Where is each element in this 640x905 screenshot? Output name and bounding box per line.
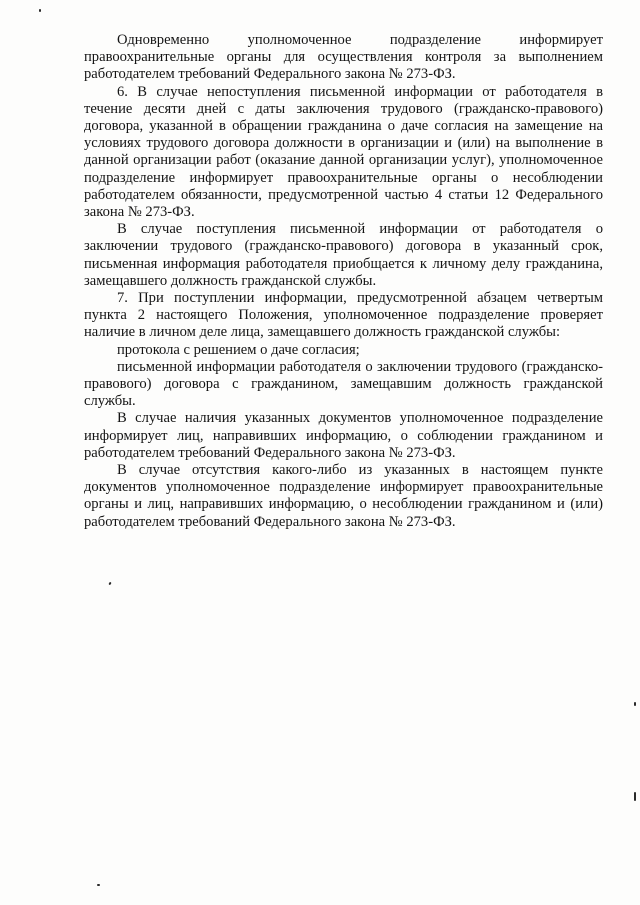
- paragraph-control-notice: Одновременно уполномоченное подразделение информирует правоохранительные органы для осуществления контроля за выполнением работодателем требований Федерального закона № 273-ФЗ.: [84, 32, 603, 83]
- scan-speck-top: [39, 9, 41, 12]
- document-body: [84, 32, 603, 531]
- paragraph-item-6: 6. В случае непоступления письменной информации от работодателя в течение десяти дней с даты заключения трудового (гражданско-правового) договора, указанной в обращении гражданина о даче согласия на замещение на условиях трудового договора должности в организации и (или) на выполнение в данной организации работ (оказание данной организации услуг), уполномоченное подразделение информирует правоохранительные органы о несоблюдении работодателем обязанности, предусмотренной частью 4 статьи 12 Федерального закона № 273-ФЗ.: [84, 83, 603, 221]
- paragraph-info-received: В случае поступления письменной информации от работодателя о заключении трудового (гражданско-правового) договора в указанный срок, письменная информация работодателя приобщается к личному делу гражданина, замещавшего должность гражданской службы.: [84, 221, 603, 289]
- scan-speck-bottom: [97, 884, 100, 886]
- paragraph-written-info: письменной информации работодателя о заключении трудового (гражданско-правового) договора с гражданином, замещавшим должность гражданской службы.: [84, 358, 603, 410]
- paragraph-documents-present: В случае наличия указанных документов уполномоченное подразделение информирует лиц, направивших информацию, о соблюдении гражданином и работодателем требований Федерального закона № 273-ФЗ.: [84, 410, 603, 461]
- scan-speck-left: [108, 582, 111, 586]
- paragraph-protocol: протокола с решением о даче согласия;: [117, 341, 360, 358]
- paragraph-item-7: 7. При поступлении информации, предусмотренной абзацем четвертым пункта 2 настоящего Положения, уполномоченное подразделение проверяет наличие в личном деле лица, замещавшего должность гражданской службы:: [84, 290, 603, 341]
- scan-edge-line-2: [634, 702, 636, 706]
- scan-edge-line-1: [634, 792, 636, 801]
- paragraph-documents-absent: В случае отсутствия какого-либо из указанных в настоящем пункте документов уполномоченное подразделение информирует правоохранительные органы и лиц, направивших информацию, о несоблюдении гражданином и (или) работодателем требований Федерального закона № 273-ФЗ.: [84, 462, 603, 530]
